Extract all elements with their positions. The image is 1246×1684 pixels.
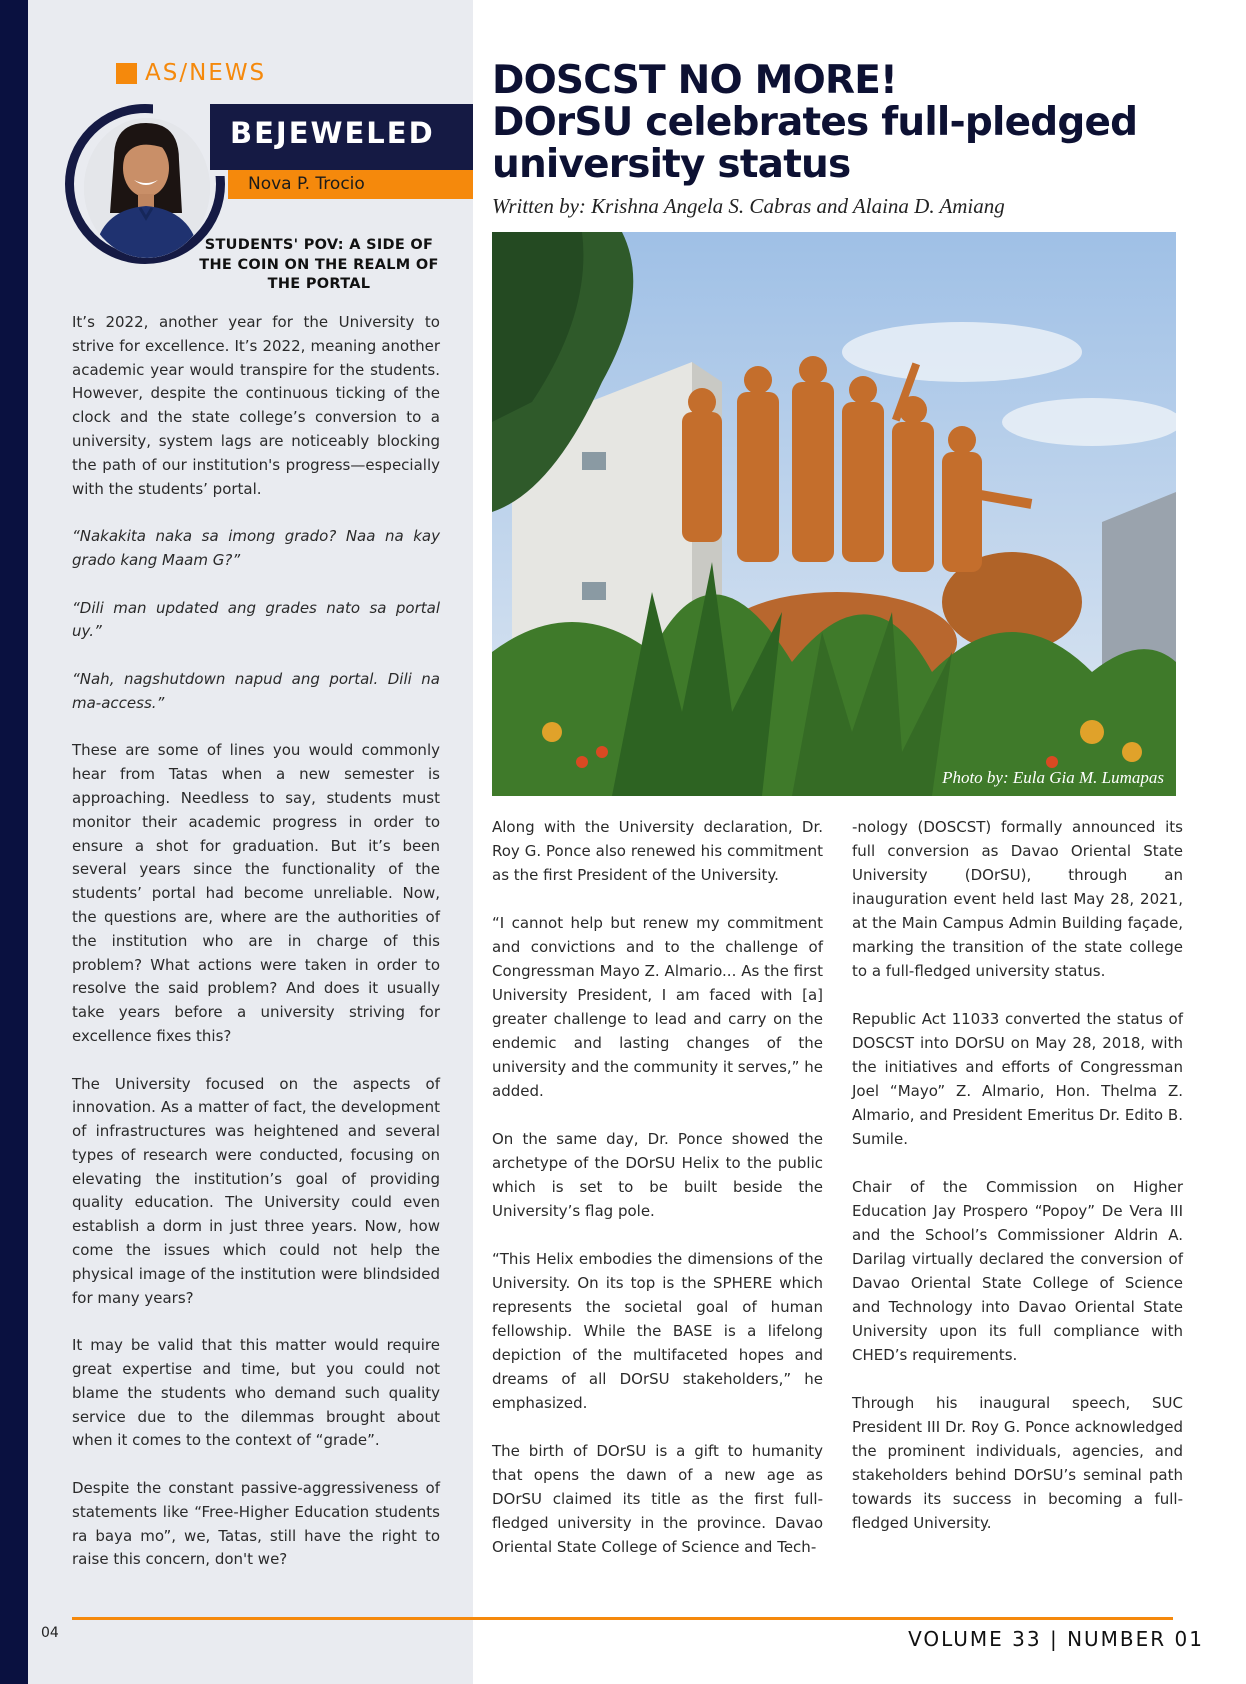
left-paragraph: It may be valid that this matter would require great expertise and time, but you could not blame the students who demand such quality service due to the dilemmas brought about when it comes to the context of “grade”. xyxy=(72,1336,440,1450)
orange-square-icon xyxy=(116,63,137,84)
left-article-body xyxy=(72,311,440,1596)
article-paragraph: “This Helix embodies the dimensions of the University. On its top is the SPHERE which represents the societal goal of human fellowship. While the BASE is a lifelong depiction of the multifaceted hopes and dreams of all DOrSU stakeholders,” he emphasized. xyxy=(492,1250,823,1412)
left-paragraph: Despite the constant passive-aggressiveness of statements like “Free-Higher Education students ra baya mo”, we, Tatas, still have the right to raise this concern, don't we? xyxy=(72,1479,440,1569)
article-paragraph: Through his inaugural speech, SUC President III Dr. Roy G. Ponce acknowledged the prominent individuals, agencies, and stakeholders behind DOrSU’s seminal path towards its success in becoming a full-fledged University. xyxy=(852,1394,1183,1532)
column-author: Nova P. Trocio xyxy=(228,170,473,199)
column-banner xyxy=(210,104,473,199)
article-paragraph: Along with the University declaration, Dr. Roy G. Ponce also renewed his commitment as the first President of the University. xyxy=(492,818,823,884)
statue-photo xyxy=(492,232,1176,796)
left-quote: “Dili man updated ang grades nato sa portal uy.” xyxy=(72,598,440,641)
volume-label: VOLUME 33 | NUMBER 01 xyxy=(908,1627,1204,1651)
page-number: 04 xyxy=(41,1625,59,1641)
left-edge-strip xyxy=(0,0,28,1684)
article-paragraph: On the same day, Dr. Ponce showed the archetype of the DOrSU Helix to the public which is set to be built beside the University’s flag pole. xyxy=(492,1130,823,1220)
left-quote: “Nakakita naka sa imong grado? Naa na kay grado kang Maam G?” xyxy=(72,527,440,569)
article-paragraph: Republic Act 11033 converted the status of DOSCST into DOrSU on May 28, 2018, with the initiatives and efforts of Congressman Joel “Mayo” Z. Almario, Hon. Thelma Z. Almario, and President Emeritus Dr. Edito B. Sumile. xyxy=(852,1010,1183,1148)
article-paragraph: The birth of DOrSU is a gift to humanity that opens the dawn of a new age as DOrSU claimed its title as the first full-fledged university in the province. Davao Oriental State College of Science and Tech- xyxy=(492,1442,823,1556)
article-column-2 xyxy=(852,815,1183,1559)
column-title: BEJEWELED xyxy=(230,116,435,150)
left-paragraph: These are some of lines you would commonly hear from Tatas when a new semester is approaching. Needless to say, students must monitor their academic progress in order to ensure a shot for graduation. But it’s been several years since the functionality of the students’ portal had become unreliable. Now, the questions are, where are the authorities of the institution who are in charge of this problem? What actions were taken in order to resolve the said problem? And does it usually take years before a university striving for excellence fixes this? xyxy=(72,741,440,1045)
section-tag-label: AS/NEWS xyxy=(145,60,267,86)
article-paragraph: “I cannot help but renew my commitment and convictions and to the challenge of Congressman Mayo Z. Almario... As the first University President, I am faced with [a] greater challenge to lead and carry on the endemic and lasting changes of the university and the community it serves,” he added. xyxy=(492,914,823,1100)
author-portrait xyxy=(84,118,210,258)
article-column-1 xyxy=(492,815,823,1583)
footer-rule xyxy=(72,1617,1173,1620)
left-quote: “Nah, nagshutdown napud ang portal. Dili na ma-access.” xyxy=(72,669,440,712)
left-article-title: STUDENTS' POV: A SIDE OF THE COIN ON THE REALM OF THE PORTAL xyxy=(199,237,439,292)
byline: Written by: Krishna Angela S. Cabras and Alaina D. Amiang xyxy=(492,194,1005,218)
article-paragraph: Chair of the Commission on Higher Education Jay Prospero “Popoy” De Vera III and the School’s Commissioner Aldrin A. Darilag virtually declared the conversion of Davao Oriental State College of Science and Technology into Davao Oriental State University upon its full compliance with CHED’s requirements. xyxy=(852,1178,1183,1364)
left-paragraph: The University focused on the aspects of innovation. As a matter of fact, the development of infrastructures was heightened and several types of research were conducted, focusing on elevating the institution’s goal of providing quality education. The University could even establish a dorm in just three years. Now, how come the issues which could not help the physical image of the institution were blindsided for many years? xyxy=(72,1074,440,1307)
main-headline: DOSCST NO MORE! DOrSU celebrates full-pledged university status xyxy=(492,58,1138,187)
left-paragraph: It’s 2022, another year for the University to strive for excellence. It’s 2022, meaning another academic year would transpire for the students. However, despite the continuous ticking of the clock and the state college’s conversion to a university, system lags are noticeably blocking the path of our institution's progress—especially with the students’ portal. xyxy=(72,313,440,498)
section-tag xyxy=(116,60,266,86)
article-paragraph: -nology (DOSCST) formally announced its full conversion as Davao Oriental State University (DOrSU), through an inauguration event held last May 28, 2021, at the Main Campus Admin Building façade, marking the transition of the state college to a full-fledged university status. xyxy=(852,818,1183,980)
photo-credit: Photo by: Eula Gia M. Lumapas xyxy=(942,768,1164,787)
